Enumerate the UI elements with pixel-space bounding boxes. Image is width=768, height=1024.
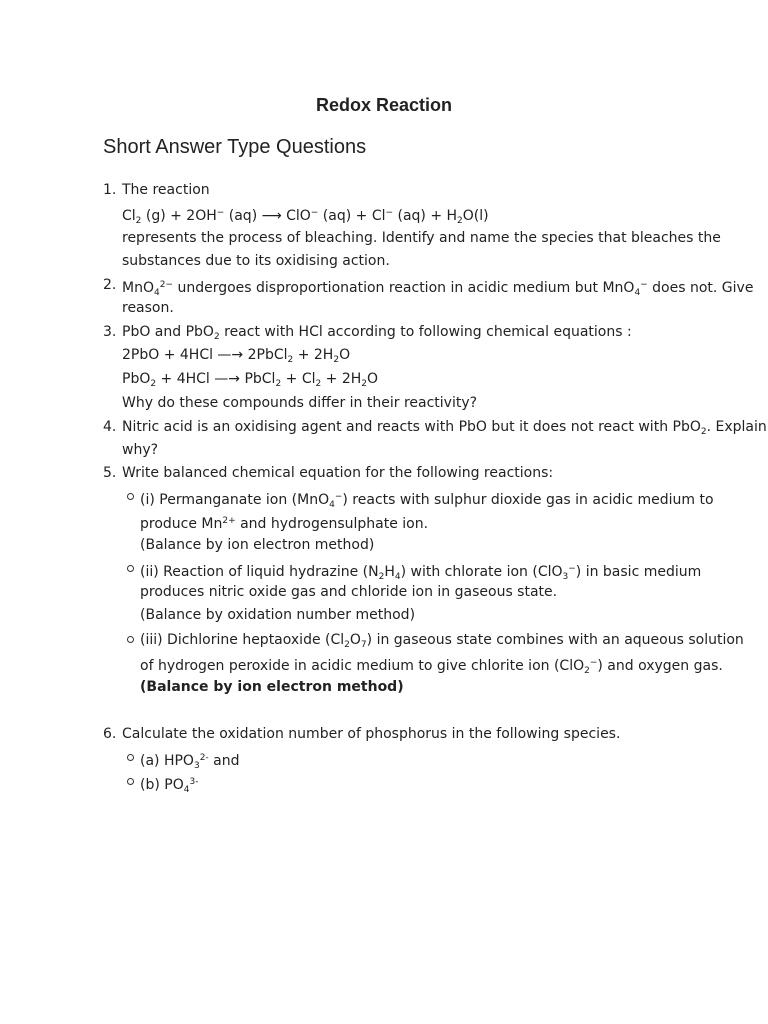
q1-equation: $Cl_2$ (g) + 2OH− (aq) ⟶ ClO− (aq) + Cl− $(aq) + H_2O(l)$ bbox=[122, 208, 489, 226]
q1-text-line-1: represents the process of bleaching. Identify and name the species that bleaches the bbox=[122, 230, 721, 246]
question-number-2: 2. bbox=[103, 277, 117, 293]
question-number-1: 1. bbox=[103, 182, 117, 198]
question-number-4: 4. bbox=[103, 419, 117, 435]
q3-equation-1: 2PbO + 4HCl —→ 2PbCl$_2$ + $2H_2O$ bbox=[122, 347, 351, 365]
q3-equation-2: PbO$_2$ + 4HCl —→ PbCl$_2$ + $Cl_2 + 2H_2O$ bbox=[122, 371, 379, 389]
q3-text-line-2: Why do these compounds differ in their reactivity? bbox=[122, 395, 478, 411]
q1-text-line-2: substances due to its oxidising action. bbox=[122, 253, 390, 269]
bullet-icon bbox=[127, 493, 134, 500]
q6-intro: Calculate the oxidation number of phosphorus in the following species. bbox=[122, 726, 621, 742]
q5-i-line-1: (i) Permanganate ion (MnO$_4$−) reacts with sulphur dioxide gas in acidic medium to bbox=[140, 492, 714, 510]
bullet-icon bbox=[127, 778, 134, 785]
q2-text-line-2: reason. bbox=[122, 300, 174, 316]
page-title: Redox Reaction bbox=[315, 95, 453, 115]
section-heading: Short Answer Type Questions bbox=[103, 136, 367, 158]
q4-text-line-1: Nitric acid is an oxidising agent and reacts with PbO but it does not react with PbO$_2$. Explain bbox=[122, 419, 767, 437]
q5-iii-line-2: of hydrogen peroxide in acidic medium to give chlorite ion (ClO$_2$−) and oxygen gas. bbox=[140, 658, 723, 676]
q5-ii-line-3: (Balance by oxidation number method) bbox=[140, 607, 416, 623]
q5-i-line-2: produce $Mn^{2+}$ and hydrogensulphate ion. bbox=[140, 516, 429, 532]
q5-i-line-3: (Balance by ion electron method) bbox=[140, 537, 375, 553]
bullet-icon bbox=[127, 754, 134, 761]
question-number-6: 6. bbox=[103, 726, 117, 742]
question-number-3: 3. bbox=[103, 324, 117, 340]
bullet-icon bbox=[127, 636, 134, 643]
question-number-5: 5. bbox=[103, 465, 117, 481]
q5-ii-line-1: (ii) Reaction of liquid hydrazine $(N_2H_4)$ with chlorate ion (ClO$_3$−) in basic medium bbox=[140, 564, 702, 582]
q5-intro: Write balanced chemical equation for the following reactions: bbox=[122, 465, 554, 481]
q3-text-line-1: PbO and PbO$_2$ react with HCl according to following chemical equations : bbox=[122, 324, 632, 342]
bullet-icon bbox=[127, 565, 134, 572]
q1-intro: The reaction bbox=[122, 182, 210, 198]
q5-ii-line-2: produces nitric oxide gas and chloride ion in gaseous state. bbox=[140, 584, 558, 600]
q6-item-b: (b) $PO_4^{3-}$ bbox=[140, 777, 199, 795]
q5-iii-line-3: (Balance by ion electron method) bbox=[140, 679, 404, 695]
q6-item-a: (a) $HPO_3^{2-}$ and bbox=[140, 753, 240, 771]
q2-text-line-1: MnO$_4^{2-}$ undergoes disproportionation reaction in acidic medium but MnO$_4$− does not. Give bbox=[122, 280, 754, 298]
q4-text-line-2: why? bbox=[122, 442, 159, 458]
q5-iii-line-1: (iii) Dichlorine heptaoxide $(Cl_2O_7)$ in gaseous state combines with an aqueous solution bbox=[140, 632, 744, 650]
